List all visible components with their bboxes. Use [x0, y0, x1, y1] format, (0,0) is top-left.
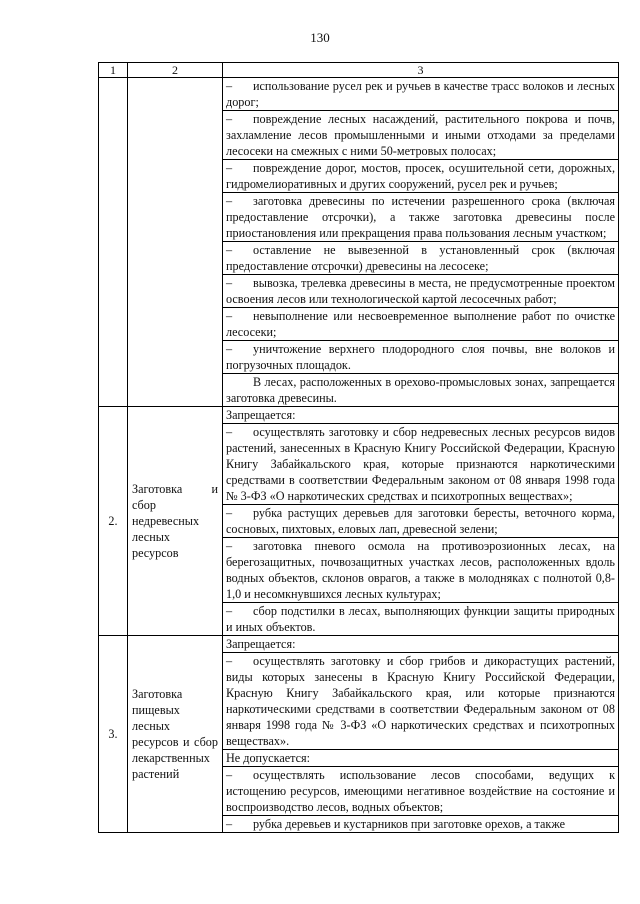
paragraph [226, 636, 615, 652]
resource-type-text: Заготовка пищевых лесных ресурсов и сбор лекарственных растений [132, 687, 218, 781]
resource-type [128, 407, 223, 636]
list-item [226, 653, 615, 749]
list-item [226, 193, 615, 241]
dash-bullet: – [226, 309, 233, 323]
item-text: повреждение лесных насаждений, растительного покрова и почв, захламление лесов промышленными и иными отходами за пределами лесосеки на смежных с ними 50-метровых полосах; [226, 112, 615, 158]
list-item [226, 767, 615, 815]
list-item [226, 111, 615, 159]
table-header-row [99, 63, 619, 78]
item-text: повреждение дорог, мостов, просек, осушительной сети, дорожных, гидромелиоративных и других сооружений, русел рек и ручьев; [226, 161, 615, 191]
item-text: осуществлять использование лесов способами, ведущих к истощению ресурсов, имеющими негативное воздействие на состояние и воспроизводство лесов, водных объектов; [226, 768, 615, 814]
row-number [99, 78, 128, 407]
dash-bullet: – [226, 425, 233, 439]
dash-bullet: – [226, 604, 233, 618]
page-number: 130 [310, 30, 330, 45]
item-text: использование русел рек и ручьев в качестве трасс волоков и лесных дорог; [226, 79, 615, 109]
item-text: рубка деревьев и кустарников при заготовке орехов, а также [253, 817, 565, 831]
item-text: Не допускается: [226, 751, 311, 765]
resource-type-text: Заготовка и сбор недревесных лесных ресурсов [132, 482, 218, 560]
list-item [226, 78, 615, 110]
dash-bullet: – [226, 654, 233, 668]
list-item [226, 242, 615, 274]
list-item [226, 424, 615, 504]
requirements-cell [223, 78, 619, 407]
dash-bullet: – [226, 194, 233, 208]
list-item [226, 505, 615, 537]
header-col-3: 3 [223, 63, 619, 78]
dash-bullet: – [226, 768, 233, 782]
dash-bullet: – [226, 112, 233, 126]
requirements-cell [223, 407, 619, 636]
list-item [226, 160, 615, 192]
header-col-2: 2 [128, 63, 223, 78]
item-text: В лесах, расположенных в орехово-промысловых зонах, запрещается заготовка древесины. [226, 375, 615, 405]
dash-bullet: – [226, 243, 233, 257]
table-row [99, 636, 619, 833]
resource-type [128, 636, 223, 833]
list-item [226, 275, 615, 307]
list-item [226, 538, 615, 602]
item-text: вывозка, трелевка древесины в места, не предусмотренные проектом освоения лесов или технологической картой лесосечных работ; [226, 276, 615, 306]
dash-bullet: – [226, 817, 233, 831]
paragraph [226, 407, 615, 423]
dash-bullet: – [226, 506, 233, 520]
item-text: осуществлять заготовку и сбор недревесных лесных ресурсов видов растений, занесенных в Красную Книгу Российской Федерации, Красную Книгу Забайкальского края, которые признаются наркотическими средствами в соответствии Федеральным законом от 08 января 1998 года № 3-ФЗ «О наркотических средствах и психотропных веществах»; [226, 425, 615, 503]
item-text: Запрещается: [226, 408, 296, 422]
row-number: 3. [99, 636, 128, 833]
dash-bullet: – [226, 276, 233, 290]
list-item [226, 816, 615, 832]
requirements-cell [223, 636, 619, 833]
dash-bullet: – [226, 79, 233, 93]
item-text: заготовка древесины по истечении разрешенного срока (включая предоставление отсрочки), а также заготовка древесины после приостановления или прекращения права пользования лесным участком; [226, 194, 615, 240]
row-number: 2. [99, 407, 128, 636]
item-text: Запрещается: [226, 637, 296, 651]
item-text: сбор подстилки в лесах, выполняющих функции защиты природных и иных объектов. [226, 604, 615, 634]
item-text: осуществлять заготовку и сбор грибов и дикорастущих растений, виды которых занесены в Красную Книгу Российской Федерации, Красную Книгу Забайкальского края, или которые признаются наркотическими средствами в соответствии Федеральным законом от 08 января 1998 года № 3-ФЗ «О наркотических средствах и психотропных веществах». [226, 654, 615, 748]
item-text: оставление не вывезенной в установленный срок (включая предоставление отсрочки) древесины на лесосеке; [226, 243, 615, 273]
dash-bullet: – [226, 539, 233, 553]
table-row [99, 407, 619, 636]
item-text: рубка растущих деревьев для заготовки бересты, веточного корма, сосновых, пихтовых, еловых лап, древесной зелени; [226, 506, 615, 536]
paragraph [226, 750, 615, 766]
header-col-1: 1 [99, 63, 128, 78]
list-item [226, 603, 615, 635]
paragraph [226, 374, 615, 406]
dash-bullet: – [226, 342, 233, 356]
regulations-table [98, 62, 619, 833]
item-text: заготовка пневого осмола на противоэрозионных лесах, на берегозащитных, почвозащитных участках лесов, расположенных вдоль водных объектов, склонов оврагов, а также в молодняках с полнотой 0,8-1,0 и несомкнувшихся лесных культурах; [226, 539, 615, 601]
dash-bullet: – [226, 161, 233, 175]
list-item [226, 308, 615, 340]
resource-type [128, 78, 223, 407]
item-text: уничтожение верхнего плодородного слоя почвы, вне волоков и погрузочных площадок. [226, 342, 615, 372]
item-text: невыполнение или несвоевременное выполнение работ по очистке лесосеки; [226, 309, 615, 339]
list-item [226, 341, 615, 373]
table-row [99, 78, 619, 407]
